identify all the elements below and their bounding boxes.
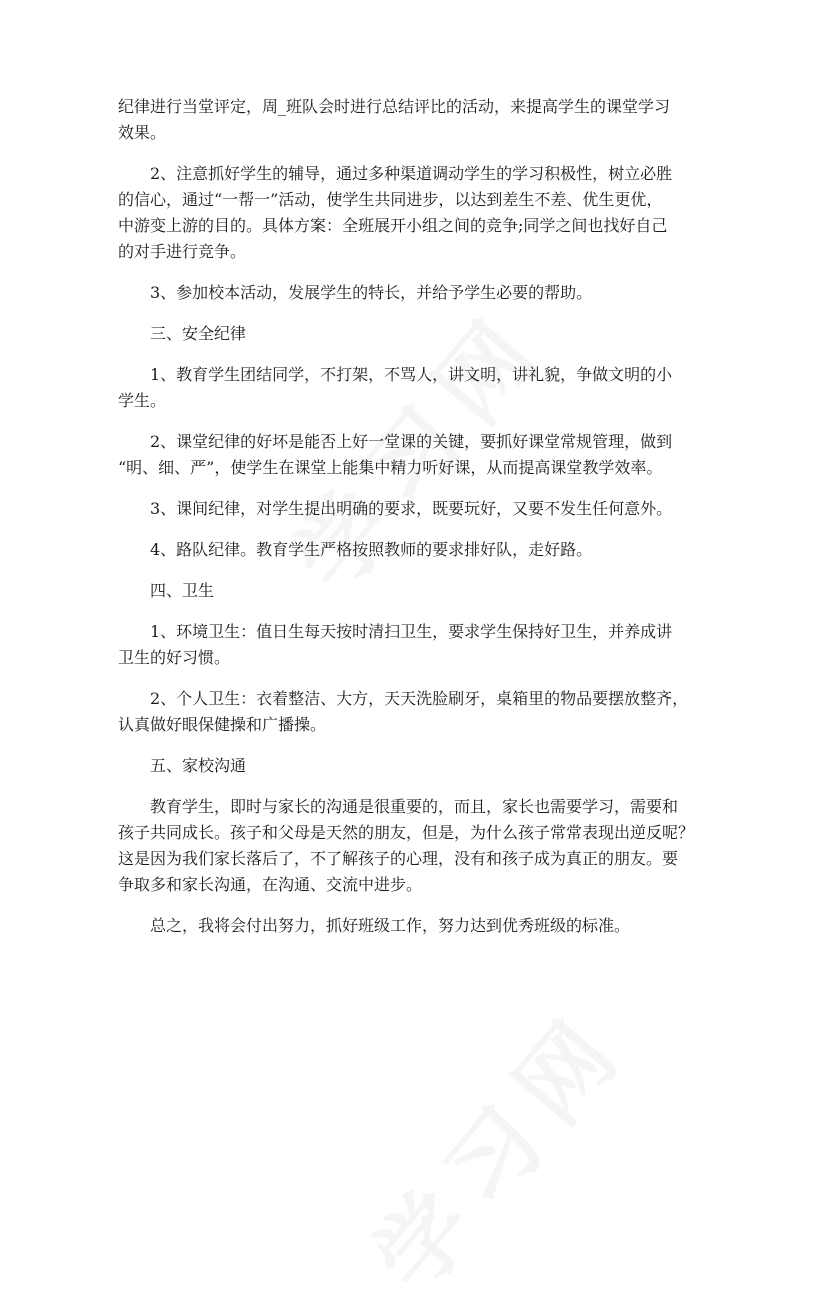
- paragraph-gap: [118, 347, 718, 362]
- paragraph-gap: [118, 563, 718, 578]
- paragraph: [118, 94, 718, 146]
- paragraph-gap: [118, 306, 718, 321]
- paragraph: [118, 619, 718, 671]
- paragraph: [118, 321, 718, 347]
- paragraph-line: 3、参加校本活动，发展学生的特长，并给予学生必要的帮助。: [150, 283, 593, 302]
- paragraph-gap: [118, 481, 718, 496]
- paragraph-line: 1、环境卫生：值日生每天按时清扫卫生，要求学生保持好卫生，并养成讲: [150, 622, 673, 641]
- paragraph-line: 4、路队纪律。教育学生严格按照教师的要求排好队，走好路。: [150, 540, 593, 559]
- paragraph-gap: [118, 265, 718, 280]
- paragraph-line: 卫生的好习惯。: [118, 648, 231, 667]
- paragraph-line: 2、注意抓好学生的辅导，通过多种渠道调动学生的学习积极性，树立必胜: [150, 164, 673, 183]
- paragraph-line: 教育学生，即时与家长的沟通是很重要的，而且，家长也需要学习，需要和: [150, 797, 679, 816]
- paragraph-line: 争取多和家长沟通，在沟通、交流中进步。: [118, 875, 423, 894]
- paragraph-line: 中游变上游的目的。具体方案：全班展开小组之间的竞争;同学之间也找好自己: [118, 216, 668, 235]
- paragraph-line: 总之，我将会付出努力，抓好班级工作，努力达到优秀班级的标准。: [150, 916, 631, 935]
- paragraph-line: 四、卫生: [150, 581, 215, 600]
- paragraph-gap: [118, 414, 718, 429]
- paragraph-gap: [118, 604, 718, 619]
- paragraph-line: 效果。: [118, 123, 167, 142]
- paragraph-line: 这是因为我们家长落后了，不了解孩子的心理，没有和孩子成为真正的朋友。要: [118, 849, 679, 868]
- paragraph-line: 学生。: [118, 391, 167, 410]
- paragraph-gap: [118, 671, 718, 686]
- watermark: [338, 977, 651, 1315]
- paragraph-line: 五、家校沟通: [150, 756, 247, 775]
- paragraph-line: “明、细、严”，使学生在课堂上能集中精力听好课，从而提高课堂教学效率。: [118, 458, 663, 477]
- paragraph: [118, 686, 718, 738]
- paragraph-line: 认真做好眼保健操和广播操。: [118, 715, 327, 734]
- paragraph-line: 3、课间纪律，对学生提出明确的要求，既要玩好，又要不发生任何意外。: [150, 499, 673, 518]
- document-body: [118, 94, 718, 939]
- paragraph: [118, 496, 718, 522]
- paragraph: [118, 161, 718, 265]
- paragraph: [118, 362, 718, 414]
- paragraph-line: 的信心，通过“一帮一”活动，使学生共同进步，以达到差生不差、优生更优，: [118, 190, 663, 209]
- paragraph-line: 2、课堂纪律的好坏是能否上好一堂课的关键，要抓好课堂常规管理，做到: [150, 432, 673, 451]
- paragraph: [118, 578, 718, 604]
- paragraph: [118, 794, 718, 898]
- paragraph-line: 孩子共同成长。孩子和父母是天然的朋友，但是，为什么孩子常常表现出逆反呢？: [118, 823, 695, 842]
- paragraph: [118, 913, 718, 939]
- paragraph-line: 纪律进行当堂评定，周_班队会时进行总结评比的活动，来提高学生的课堂学习: [118, 97, 671, 116]
- paragraph-line: 三、安全纪律: [150, 324, 247, 343]
- paragraph-line: 的对手进行竞争。: [118, 242, 247, 261]
- paragraph: [118, 429, 718, 481]
- paragraph-gap: [118, 738, 718, 753]
- paragraph-line: 2、个人卫生：衣着整洁、大方，天天洗脸刷牙，桌箱里的物品要摆放整齐，: [150, 689, 689, 708]
- paragraph-gap: [118, 522, 718, 537]
- paragraph: [118, 537, 718, 563]
- paragraph-gap: [118, 898, 718, 913]
- paragraph-gap: [118, 779, 718, 794]
- paragraph: [118, 753, 718, 779]
- paragraph: [118, 280, 718, 306]
- paragraph-line: 1、教育学生团结同学，不打架，不骂人，讲文明，讲礼貌，争做文明的小: [150, 365, 673, 384]
- paragraph-gap: [118, 146, 718, 161]
